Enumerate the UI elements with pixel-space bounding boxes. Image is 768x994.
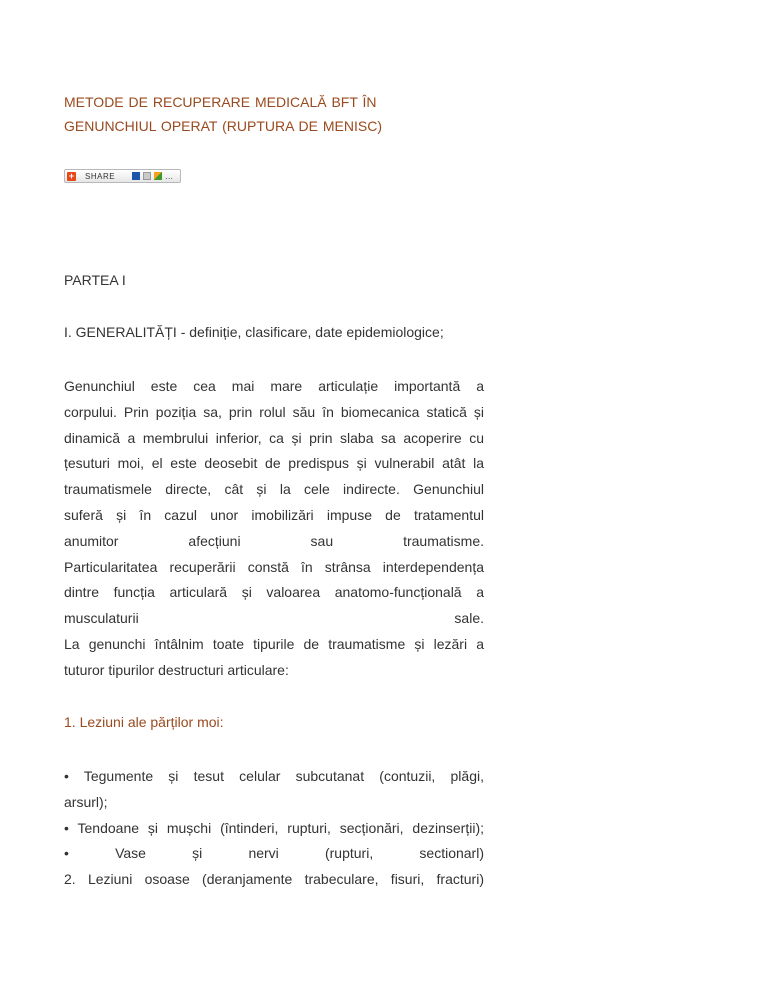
body-line: corpului. Prin poziția sa, prin rolul său în biomecanica statică și [64, 403, 484, 420]
print-icon [143, 172, 151, 180]
injury-list [64, 764, 484, 893]
section-title: PARTEA I [64, 272, 126, 288]
body-line: Genunchiul este cea mai mare articulație importantă a [64, 378, 484, 394]
delicious-icon [132, 172, 140, 180]
bookmark-icon [154, 172, 162, 180]
body-line: anumitor afecțiuni sau traumatisme. [64, 532, 484, 549]
list-line: • Tegumente și tesut celular subcutanat (contuzii, plăgi, [64, 768, 484, 784]
document-title [64, 90, 524, 138]
body-line: țesuturi moi, el este deosebit de predispus și vulnerabil atât la [64, 455, 484, 472]
body-line: dinamică a membrului inferior, ca și prin slaba sa acoperire cu [64, 429, 484, 446]
list-line: arsurl); [64, 793, 108, 810]
body-line: dintre funcția articulară și valoarea anatomo-funcțională a [64, 584, 484, 601]
title-line-1: METODE DE RECUPERARE MEDICALĂ BFT ÎN [64, 94, 377, 110]
body-line: tuturor tipurilor destructuri articulare: [64, 661, 289, 678]
list-line: • Vase și nervi (rupturi, sectionarl) [64, 845, 484, 862]
plus-icon: + [68, 170, 75, 181]
body-line: La genunchi întâlnim toate tipurile de traumatisme și lezări a [64, 635, 484, 652]
body-line: suferă și în cazul unor imobilizări impuse de tratamentul [64, 506, 484, 523]
list-line: • Tendoane și mușchi (întinderi, rupturi, secționări, dezinserții); [64, 819, 484, 836]
body-line: traumatismele directe, cât și la cele indirecte. Genunchiul [64, 481, 484, 498]
body-line: musculaturii sale. [64, 610, 484, 627]
heading-soft-tissue: 1. Leziuni ale părților moi: [64, 714, 224, 730]
list-line: 2. Leziuni osoase (deranjamente trabeculare, fisuri, fracturi) [64, 871, 484, 888]
share-more: … [165, 171, 174, 181]
share-button-label: SHARE [85, 171, 116, 181]
title-line-2: GENUNCHIUL OPERAT (RUPTURA DE MENISC) [64, 118, 382, 134]
heading-generalities: I. GENERALITĂȚI - definiție, clasificare, date epidemiologice; [64, 324, 444, 340]
body-line: Particularitatea recuperării constă în strânsa interdependența [64, 558, 484, 575]
share-button[interactable] [64, 169, 181, 183]
body-paragraph [64, 374, 484, 684]
